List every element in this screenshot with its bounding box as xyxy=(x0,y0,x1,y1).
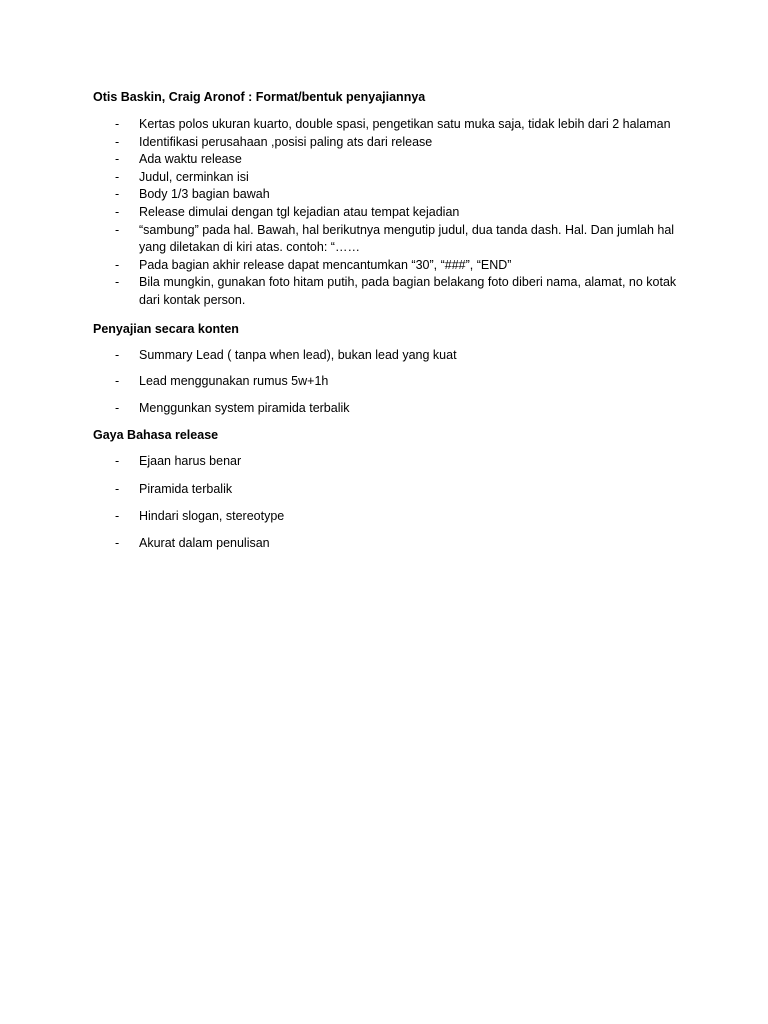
list-item-text: Identifikasi perusahaan ,posisi paling ats dari release xyxy=(139,134,433,149)
bullet-dash: - xyxy=(115,454,120,469)
list-item-text: Judul, cerminkan isi xyxy=(139,169,249,184)
list-item-text: Bila mungkin, gunakan foto hitam putih, pada bagian belakang foto diberi nama, alamat, no kotak dari kontak person. xyxy=(139,275,677,307)
section-heading-format: Otis Baskin, Craig Aronof : Format/bentuk penyajiannya xyxy=(93,90,426,104)
list-item xyxy=(93,535,683,553)
list-item xyxy=(93,508,683,526)
list-item-text: Pada bagian akhir release dapat mencantumkan “30”, “###”, “END” xyxy=(139,257,512,272)
bullet-dash: - xyxy=(115,152,120,167)
bullet-dash: - xyxy=(115,481,120,496)
list-item-text: Release dimulai dengan tgl kejadian atau tempat kejadian xyxy=(139,204,460,219)
bullet-dash: - xyxy=(115,204,120,219)
list-item xyxy=(93,373,683,391)
list-item-text: Ejaan harus benar xyxy=(139,454,242,469)
list-item xyxy=(93,116,683,134)
list-item-text: “sambung” pada hal. Bawah, hal berikutnya mengutip judul, dua tanda dash. Hal. Dan jumlah hal yang diletakan di kiri atas. contoh: “…… xyxy=(139,222,675,255)
list-item-text: Akurat dalam penulisan xyxy=(139,535,270,550)
list-item-text: Piramida terbalik xyxy=(139,481,233,496)
list-item xyxy=(93,204,683,222)
list-item xyxy=(93,347,683,365)
list-item-text: Kertas polos ukuran kuarto, double spasi, pengetikan satu muka saja, tidak lebih dari 2 halaman xyxy=(139,117,671,131)
bullet-dash: - xyxy=(115,169,120,184)
section-heading-konten: Penyajian secara konten xyxy=(93,321,239,336)
bullet-dash: - xyxy=(115,257,120,272)
list-item xyxy=(93,453,683,471)
bullet-dash: - xyxy=(115,134,120,149)
gaya-bahasa-list xyxy=(93,453,683,552)
list-item xyxy=(93,274,683,309)
list-item-text: Body 1/3 bagian bawah xyxy=(139,187,270,202)
list-item xyxy=(93,169,683,187)
list-item xyxy=(93,222,683,257)
bullet-dash: - xyxy=(115,374,120,389)
bullet-dash: - xyxy=(115,508,120,523)
bullet-dash: - xyxy=(115,117,120,131)
konten-list xyxy=(93,347,683,418)
list-item-text: Summary Lead ( tanpa when lead), bukan lead yang kuat xyxy=(139,347,457,362)
list-item xyxy=(93,134,683,152)
document-content xyxy=(93,86,683,562)
bullet-dash: - xyxy=(115,275,120,290)
bullet-dash: - xyxy=(115,400,120,415)
list-item-text: Hindari slogan, stereotype xyxy=(139,508,285,523)
list-item xyxy=(93,151,683,169)
list-item xyxy=(93,400,683,418)
bullet-dash: - xyxy=(115,187,120,202)
list-item-text: Menggunkan system piramida terbalik xyxy=(139,400,350,415)
list-item xyxy=(93,257,683,275)
list-item-text: Ada waktu release xyxy=(139,152,242,167)
section-heading-gaya-bahasa: Gaya Bahasa release xyxy=(93,428,219,443)
bullet-dash: - xyxy=(115,535,120,550)
list-item xyxy=(93,186,683,204)
format-list xyxy=(93,116,683,310)
list-item-text: Lead menggunakan rumus 5w+1h xyxy=(139,374,329,389)
bullet-dash: - xyxy=(115,347,120,362)
list-item xyxy=(93,481,683,499)
bullet-dash: - xyxy=(115,222,120,237)
